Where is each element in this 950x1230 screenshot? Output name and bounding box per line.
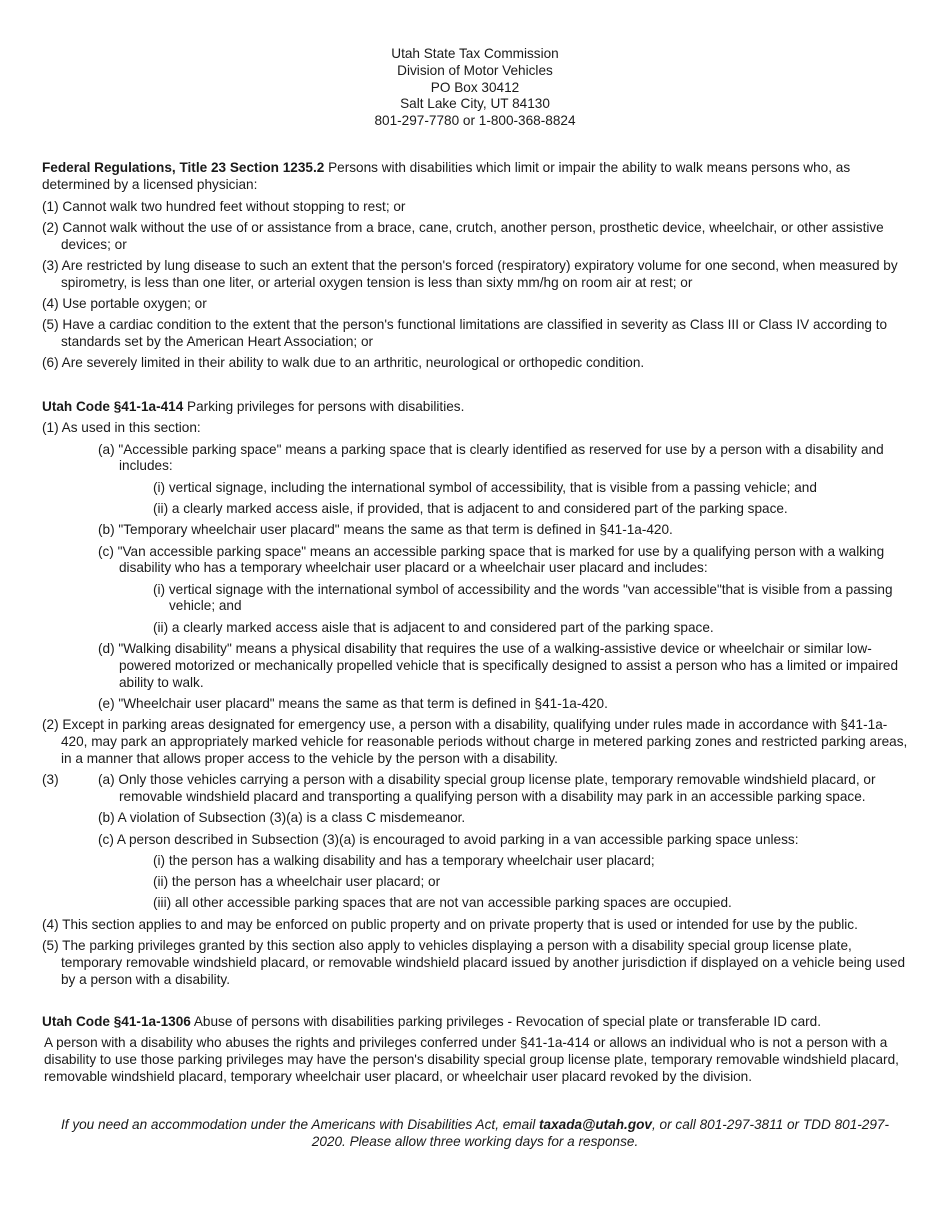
subsection-1a: (a) "Accessible parking space" means a parking space that is clearly identified as reserved for use by a person with a disability and includes: — [98, 441, 884, 474]
city-state-zip: Salt Lake City, UT 84130 — [400, 96, 550, 112]
subsection-1e: (e) "Wheelchair user placard" means the same as that term is defined in §41-1a-420. — [98, 695, 608, 711]
subsection-3c-ii: (ii) the person has a wheelchair user placard; or — [153, 874, 441, 890]
federal-item-2: (2) Cannot walk without the use of or assistance from a brace, cane, crutch, another person, prosthetic device, wheelchair, or other assistive devices; or — [42, 219, 884, 252]
ada-notice-post: , or call 801-297-3811 or TDD 801-297-2020. Please allow three working days for a response. — [311, 1117, 889, 1149]
federal-item-5: (5) Have a cardiac condition to the extent that the person's functional limitations are classified in severity as Class III or Class IV according to standards set by the American Heart Association; or — [42, 317, 888, 350]
code-1306-body: A person with a disability who abuses the rights and privileges conferred under §41-1a-414 or allows an individual who is not a person with a disability to use those parking privileges may have the person's disability special group license plate, temporary removable windshield placard, removable windshield placard, temporary wheelchair user placard, or wheelchair user placard revoked by the division. — [44, 1035, 899, 1084]
subsection-5: (5) The parking privileges granted by this section also apply to vehicles displaying a person with a disability special group license plate, temporary removable windshield placard, or removable windshield placard issued by another jurisdiction if displayed on a vehicle being used by a person with a disability. — [42, 938, 906, 987]
federal-heading: Federal Regulations, Title 23 Section 1235.2 — [42, 160, 325, 175]
subsection-3a-text: (a) Only those vehicles carrying a person with a disability special group license plate, temporary removable windshield placard, or removable windshield placard and transporting a qualifying person with a disability may park in an accessible parking space. — [98, 772, 876, 804]
subsection-4: (4) This section applies to and may be enforced on public property and on private property that is used or intended for use by the public. — [42, 916, 858, 932]
federal-intro-text: Persons with disabilities which limit or impair the ability to walk means persons who, as determined by a licensed physician: — [42, 160, 851, 192]
subsection-2: (2) Except in parking areas designated for emergency use, a person with a disability, qualifying under rules made in accordance with §41-1a-420, may park an appropriately marked vehicle for reasonable periods without charge in metered parking zones and restricted parking areas, in a manner that allows proper access to the vehicle by the person with a disability. — [42, 717, 908, 766]
code-1306-title: Abuse of persons with disabilities parking privileges - Revocation of special plate or transferable ID card. — [190, 1014, 822, 1029]
agency-address-block — [0, 46, 950, 130]
federal-regulations-section — [42, 160, 908, 372]
subsection-1a-i: (i) vertical signage, including the international symbol of accessibility, that is visible from a passing vehicle; and — [153, 479, 817, 495]
subsection-3-number: (3) — [42, 772, 59, 788]
code-1306-heading: Utah Code §41-1a-1306 — [42, 1014, 191, 1029]
code-1306-section — [42, 1014, 908, 1086]
code-414-title-line — [42, 399, 908, 416]
po-box: PO Box 30412 — [430, 79, 520, 95]
subsection-3a — [42, 772, 908, 806]
subsection-1b: (b) "Temporary wheelchair user placard" means the same as that term is defined in §41-1a-420. — [98, 522, 673, 538]
agency-name: Utah State Tax Commission — [391, 46, 559, 61]
subsection-3c-i: (i) the person has a walking disability and has a temporary wheelchair user placard; — [153, 852, 655, 868]
subsection-1c: (c) "Van accessible parking space" means an accessible parking space that is marked for use by a qualifying person with a walking disability who has a temporary wheelchair user placard or a wheelchair user placard and includes: — [98, 543, 885, 576]
code-414-section — [42, 399, 908, 988]
phone-numbers: 801-297-7780 or 1-800-368-8824 — [374, 113, 576, 129]
federal-item-1: (1) Cannot walk two hundred feet without stopping to rest; or — [42, 198, 406, 214]
subsection-3b: (b) A violation of Subsection (3)(a) is a class C misdemeanor. — [98, 810, 466, 826]
subsection-1d: (d) "Walking disability" means a physical disability that requires the use of a walking-assistive device or wheelchair or similar low-powered motorized or mechanically propelled vehicle that is specifically designed to assist a person who has a limited or impaired ability to walk. — [98, 641, 899, 690]
ada-accommodation-notice — [60, 1117, 890, 1151]
ada-email-link[interactable]: taxada@utah.gov — [539, 1117, 652, 1132]
code-414-title: Parking privileges for persons with disabilities. — [183, 399, 465, 414]
subsection-3c: (c) A person described in Subsection (3)(a) is encouraged to avoid parking in a van accessible parking space unless: — [98, 831, 799, 847]
federal-item-3: (3) Are restricted by lung disease to such an extent that the person's forced (respiratory) expiratory volume for one second, when measured by spirometry, is less than one liter, or arterial oxygen tension is less than sixty mm/hg on room air at rest; or — [42, 257, 898, 290]
federal-intro-paragraph — [42, 160, 908, 194]
subsection-1c-i: (i) vertical signage with the international symbol of accessibility and the words "van accessible"that is visible from a passing vehicle; and — [153, 581, 893, 614]
subsection-3c-iii: (iii) all other accessible parking spaces that are not van accessible parking spaces are occupied. — [153, 895, 732, 911]
ada-notice-pre: If you need an accommodation under the Americans with Disabilities Act, email — [60, 1117, 540, 1132]
code-414-heading: Utah Code §41-1a-414 — [42, 399, 184, 414]
division-name: Division of Motor Vehicles — [397, 62, 553, 78]
subsection-1c-ii: (ii) a clearly marked access aisle that is adjacent to and considered part of the parking space. — [153, 619, 714, 635]
subsection-1a-ii: (ii) a clearly marked access aisle, if provided, that is adjacent to and considered part of the parking space. — [153, 500, 788, 516]
federal-item-6: (6) Are severely limited in their ability to walk due to an arthritic, neurological or orthopedic condition. — [42, 355, 645, 371]
subsection-1: (1) As used in this section: — [42, 420, 201, 436]
code-1306-title-line — [42, 1014, 908, 1031]
federal-item-4: (4) Use portable oxygen; or — [42, 296, 207, 312]
